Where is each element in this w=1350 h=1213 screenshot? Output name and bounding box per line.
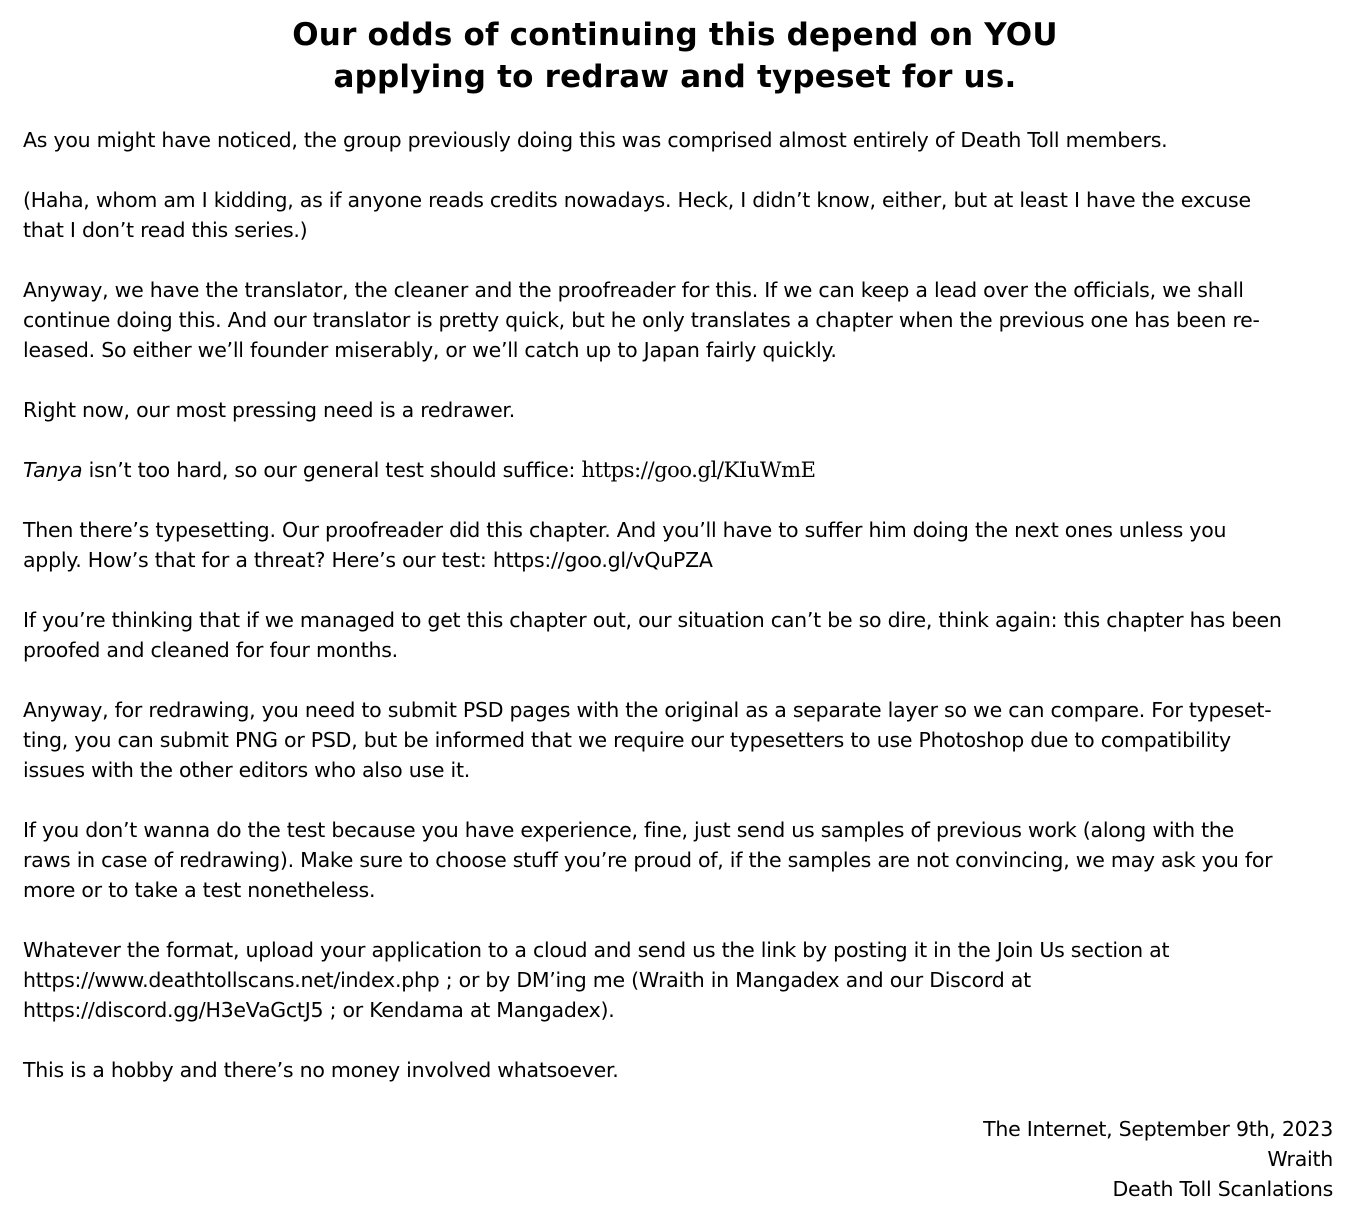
paragraph-typesetting: [23, 515, 1335, 575]
series-title: Tanya: [23, 458, 83, 482]
paragraph-line: Right now, our most pressing need is a redrawer.: [23, 398, 515, 422]
paragraph-line: Whatever the format, upload your application to a cloud and send us the link by posting it in the Join Us section at: [23, 938, 1170, 962]
paragraph-situation: [23, 605, 1335, 665]
paragraph-redraw-test: [23, 455, 1335, 485]
paragraph-line: raws in case of redrawing). Make sure to choose stuff you’re proud of, if the samples are not convincing, we may ask you for: [23, 848, 1273, 872]
signature-place-date: The Internet, September 9th, 2023: [983, 1117, 1333, 1141]
paragraph-team-status: [23, 275, 1335, 365]
title-line-1: Our odds of continuing this depend on YOU: [292, 17, 1058, 53]
signature-name: Wraith: [1267, 1147, 1333, 1171]
paragraph-line: more or to take a test nonetheless.: [23, 878, 376, 902]
paragraph-line: Anyway, we have the translator, the cleaner and the proofreader for this. If we can keep a lead over the officials, we shall: [23, 278, 1244, 302]
paragraph-credits-aside: [23, 185, 1335, 245]
paragraph-hobby-note: [23, 1055, 1335, 1085]
paragraph-line: ting, you can submit PNG or PSD, but be informed that we require our typesetters to use Photoshop due to compatibility: [23, 728, 1231, 752]
paragraph-line: As you might have noticed, the group previously doing this was comprised almost entirely of Death Toll members.: [23, 128, 1168, 152]
paragraph-line: (Haha, whom am I kidding, as if anyone reads credits nowadays. Heck, I didn’t know, either, but at least I have the excuse: [23, 188, 1251, 212]
paragraph-submission-format: [23, 695, 1335, 785]
paragraph-line: This is a hobby and there’s no money involved whatsoever.: [23, 1058, 619, 1082]
paragraph-line: If you don’t wanna do the test because you have experience, fine, just send us samples of previous work (along with the: [23, 818, 1234, 842]
paragraph-line: Anyway, for redrawing, you need to submit PSD pages with the original as a separate layer so we can compare. For typeset-: [23, 698, 1272, 722]
title-line-2: applying to redraw and typeset for us.: [333, 59, 1017, 95]
redraw-test-link[interactable]: https://goo.gl/KIuWmE: [581, 458, 816, 482]
paragraph-redrawer-need: [23, 395, 1335, 425]
signature-block: [983, 1114, 1333, 1204]
paragraph-line: issues with the other editors who also use it.: [23, 758, 471, 782]
paragraph-experience: [23, 815, 1335, 905]
paragraph-line: https://discord.gg/H3eVaGctJ5 ; or Kendama at Mangadex).: [23, 998, 615, 1022]
paragraph-text: isn’t too hard, so our general test should suffice:: [82, 458, 582, 482]
paragraph-group-note: [23, 125, 1335, 155]
paragraph-line: that I don’t read this series.): [23, 218, 308, 242]
paragraph-line: Then there’s typesetting. Our proofreader did this chapter. And you’ll have to suffer him doing the next ones unless you: [23, 518, 1227, 542]
paragraph-line: https://www.deathtollscans.net/index.php ; or by DM’ing me (Wraith in Mangadex and our Discord at: [23, 968, 1031, 992]
paragraph-line: proofed and cleaned for four months.: [23, 638, 398, 662]
signature-group: Death Toll Scanlations: [1112, 1177, 1333, 1201]
page-title: [0, 14, 1350, 98]
paragraph-line: [23, 455, 1335, 485]
paragraph-line: leased. So either we’ll founder miserably, or we’ll catch up to Japan fairly quickly.: [23, 338, 837, 362]
paragraph-line: continue doing this. And our translator is pretty quick, but he only translates a chapter when the previous one has been re-: [23, 308, 1260, 332]
paragraph-line: apply. How’s that for a threat? Here’s our test: https://goo.gl/vQuPZA: [23, 548, 713, 572]
paragraph-how-to-apply: [23, 935, 1335, 1025]
body-text: [23, 125, 1335, 1115]
paragraph-line: If you’re thinking that if we managed to get this chapter out, our situation can’t be so dire, think again: this chapter has been: [23, 608, 1282, 632]
